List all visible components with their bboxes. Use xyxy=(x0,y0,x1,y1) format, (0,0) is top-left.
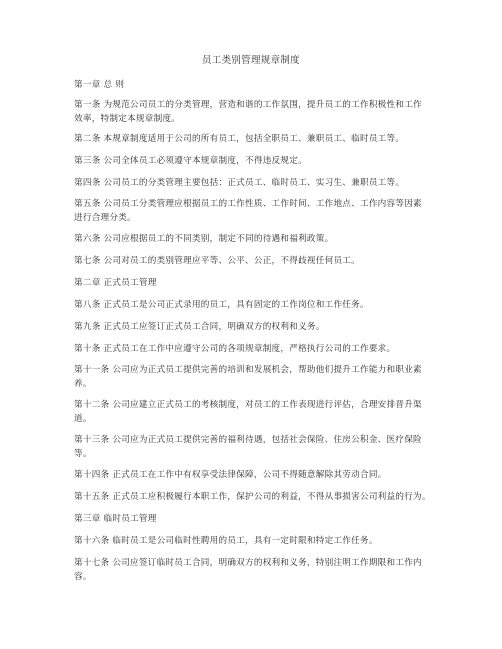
text-line: 第十六条 临时员工是公司临时性聘用的员工，具有一定时限和特定工作任务。 xyxy=(74,536,378,546)
text-line: 第十二条 公司应建立正式员工的考核制度，对员工的工作表现进行评估，合理安排晋升渠 xyxy=(74,400,422,410)
text-line: 第二章 正式员工管理 xyxy=(74,278,157,288)
article-paragraph xyxy=(74,535,436,549)
text-line: 道。 xyxy=(74,413,92,424)
text-line: 第八条 正式员工是公司正式录用的员工，具有固定的工作岗位和工作任务。 xyxy=(74,300,369,310)
text-line: 第四条 公司员工的分类管理主要包括：正式员工、临时员工、实习生、兼职员工等。 xyxy=(74,178,405,188)
article-paragraph xyxy=(74,343,436,357)
article-paragraph xyxy=(74,233,436,247)
text-line: 第十四条 正式员工在工作中有权享受法律保障，公司不得随意解除其劳动合同。 xyxy=(74,470,387,480)
text-line: 第十条 正式员工在工作中应遵守公司的各项规章制度，严格执行公司的工作要求。 xyxy=(74,344,396,354)
text-line: 第九条 正式员工应签订正式员工合同，明确双方的权利和义务。 xyxy=(74,322,325,332)
text-line: 第十五条 正式员工应积极履行本职工作，保护公司的利益，不得从事损害公司利益的行为。 xyxy=(74,492,431,502)
text-line: 等。 xyxy=(74,448,92,459)
text-line: 第十三条 公司应为正式员工提供完善的福利待遇，包括社会保险、住房公积金、医疗保险 xyxy=(74,435,422,445)
text-line: 第一条 为规范公司员工的分类管理，营造和谐的工作氛围，提升员工的工作积极性和工作 xyxy=(74,100,422,110)
article-paragraph xyxy=(74,399,436,426)
text-line: 第二条 本规章制度适用于公司的所有员工，包括全职员工、兼职员工、临时员工等。 xyxy=(74,134,405,144)
article-paragraph xyxy=(74,255,436,269)
text-line: 第五条 公司员工分类管理应根据员工的工作性质、工作时间、工作地点、工作内容等因素 xyxy=(74,199,422,209)
text-line: 第一章 总 则 xyxy=(74,80,125,90)
text-line: 第十七条 公司应签订临时员工合同，明确双方的权利和义务，特别注明工作期限和工作内 xyxy=(74,558,422,568)
text-line: 第十一条 公司应为正式员工提供完善的培训和发展机会，帮助他们提升工作能力和职业素 xyxy=(74,365,422,375)
article-paragraph xyxy=(74,491,436,505)
document-title: 员工类别管理规章制度 xyxy=(201,55,300,66)
text-line: 养。 xyxy=(74,378,92,389)
article-paragraph xyxy=(74,133,436,147)
text-line: 第六条 公司应根据员工的不同类别，制定不同的待遇和福利政策。 xyxy=(74,234,334,244)
chapter-heading xyxy=(74,277,436,291)
text-line: 进行合理分类。 xyxy=(74,212,136,223)
text-line: 第三章 临时员工管理 xyxy=(74,514,157,524)
article-paragraph xyxy=(74,99,436,126)
article-paragraph xyxy=(74,299,436,313)
text-line: 容。 xyxy=(74,571,92,582)
article-paragraph xyxy=(74,177,436,191)
article-paragraph xyxy=(74,155,436,169)
article-paragraph xyxy=(74,321,436,335)
text-line: 第三条 公司全体员工必须遵守本规章制度，不得违反规定。 xyxy=(74,156,307,166)
text-line: 效率，特制定本规章制度。 xyxy=(74,113,181,124)
chapter-heading xyxy=(74,513,436,527)
article-paragraph xyxy=(74,198,436,225)
article-paragraph xyxy=(74,557,436,584)
article-paragraph xyxy=(74,364,436,391)
chapter-heading xyxy=(74,79,436,93)
article-paragraph xyxy=(74,469,436,483)
text-line: 第七条 公司对员工的类别管理应平等、公平、公正，不得歧视任何员工。 xyxy=(74,256,360,266)
article-paragraph xyxy=(74,434,436,461)
